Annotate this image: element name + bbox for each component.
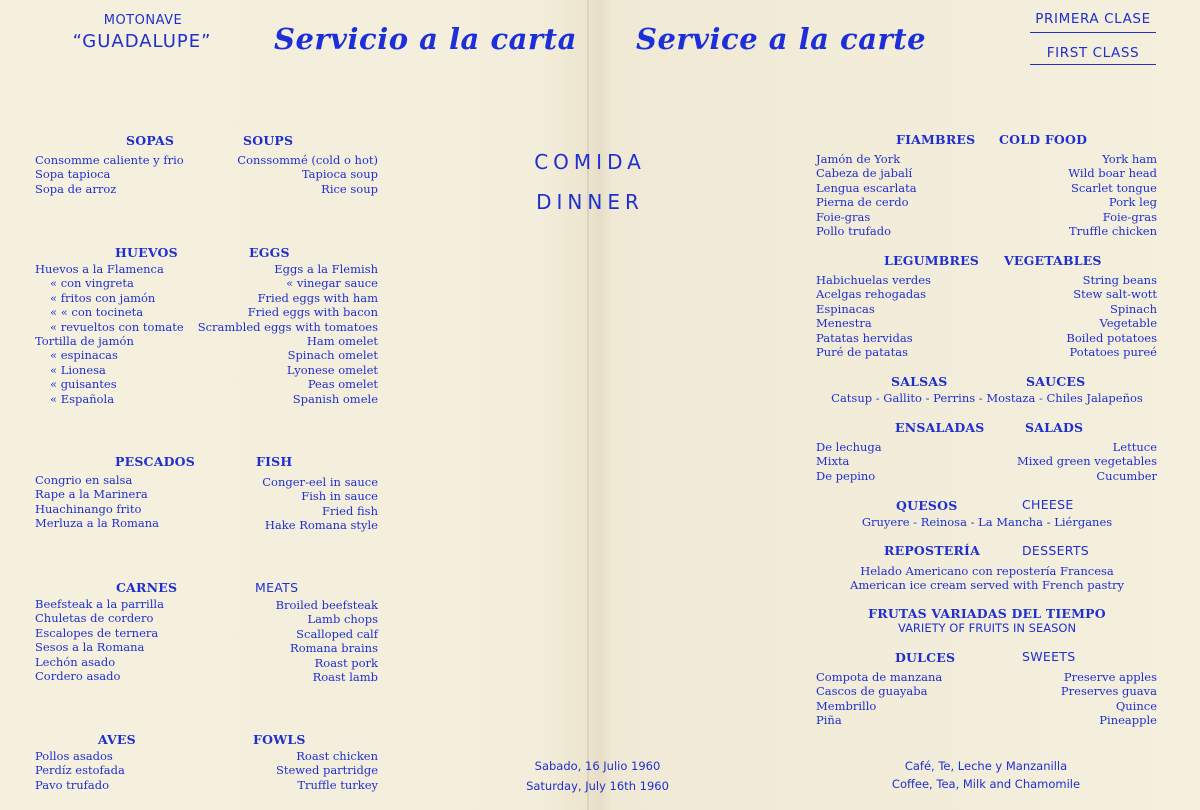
list-item: « guisantes bbox=[50, 377, 117, 392]
list-soups bbox=[200, 153, 378, 196]
list-item: Romana brains bbox=[290, 641, 378, 656]
list-item: Tapioca soup bbox=[301, 167, 378, 182]
list-item: « Lionesa bbox=[50, 362, 106, 377]
list-dulces bbox=[816, 670, 942, 728]
list-item: Compota de manzana bbox=[816, 670, 943, 684]
section-title-cold-food: COLD FOOD bbox=[999, 132, 1088, 147]
list-item: Beefsteak a la parrilla bbox=[35, 597, 164, 611]
list-item: De pepino bbox=[816, 468, 876, 483]
list-item: Consomme caliente y frio bbox=[35, 153, 184, 167]
list-item: Peas omelet bbox=[307, 377, 378, 392]
list-item: Scalloped calf bbox=[296, 626, 378, 641]
section-title-fruits: VARIETY OF FRUITS IN SEASON bbox=[897, 621, 1077, 635]
list-item: Pollo trufado bbox=[816, 224, 892, 239]
section-title-frutas: FRUTAS VARIADAS DEL TIEMPO bbox=[868, 606, 1106, 621]
list-item: « fritos con jamón bbox=[50, 290, 156, 305]
section-title-sauces: SAUCES bbox=[1026, 374, 1086, 389]
meal-spanish: COMIDA bbox=[534, 150, 646, 174]
list-item: Pierna de cerdo bbox=[816, 195, 909, 210]
list-fowls bbox=[200, 749, 378, 792]
list-item: Spanish omele bbox=[292, 391, 378, 406]
section-title-desserts: DESSERTS bbox=[1022, 543, 1090, 558]
list-item: Lyonese omelet bbox=[286, 362, 378, 377]
list-fiambres bbox=[816, 152, 917, 238]
list-item: Cascos de guayaba bbox=[816, 684, 928, 699]
list-item: Patatas hervidas bbox=[816, 330, 913, 345]
list-item: Hake Romana style bbox=[264, 518, 378, 533]
list-item: Jamón de York bbox=[816, 152, 901, 166]
sauces-line: Catsup - Gallito - Perrins - Mostaza - Chiles Jalapeños bbox=[831, 391, 1143, 405]
list-item: Lechón asado bbox=[35, 654, 116, 669]
list-item: Cucumber bbox=[1096, 468, 1157, 483]
list-item: Tortilla de jamón bbox=[35, 334, 134, 349]
list-huevos bbox=[35, 262, 184, 406]
list-item: Roast lamb bbox=[312, 670, 378, 685]
section-title-sweets: SWEETS bbox=[1022, 649, 1076, 664]
list-item: « espinacas bbox=[50, 348, 118, 363]
list-item: Huevos a la Flamenca bbox=[35, 262, 164, 276]
list-item: Roast chicken bbox=[296, 749, 378, 763]
list-item: Pineapple bbox=[1099, 713, 1157, 728]
list-item: Lengua escarlata bbox=[816, 180, 917, 195]
list-item: Conger-eel in sauce bbox=[262, 475, 378, 489]
section-title-fowls: FOWLS bbox=[253, 732, 306, 747]
list-item: Stew salt-wott bbox=[1073, 287, 1157, 302]
list-item: Membrillo bbox=[816, 698, 877, 713]
section-title-meats: MEATS bbox=[255, 580, 299, 595]
list-vegetables bbox=[977, 273, 1157, 359]
list-item: Congrio en salsa bbox=[35, 473, 133, 487]
section-title-legumbres: LEGUMBRES bbox=[884, 253, 980, 268]
section-title-sopas: SOPAS bbox=[126, 133, 175, 148]
list-item: Merluza a la Romana bbox=[35, 516, 160, 531]
list-item: « « con tocineta bbox=[50, 305, 144, 320]
desserts-line-english: American ice cream served with French pastry bbox=[850, 578, 1124, 592]
section-title-reposteria: REPOSTERÍA bbox=[884, 543, 980, 558]
list-item: Rape a la Marinera bbox=[35, 487, 148, 502]
list-item: Eggs a la Flemish bbox=[274, 262, 378, 276]
coffee-line-spanish: Café, Te, Leche y Manzanilla bbox=[904, 759, 1068, 773]
list-item: Huachinango frito bbox=[35, 501, 142, 516]
list-meats bbox=[200, 598, 378, 684]
title-spanish: Servicio a la carta bbox=[274, 22, 577, 56]
list-legumbres bbox=[816, 273, 931, 359]
list-item: Stewed partridge bbox=[275, 763, 378, 778]
section-title-soups: SOUPS bbox=[243, 133, 294, 148]
center-fold bbox=[587, 0, 589, 810]
section-title-carnes: CARNES bbox=[116, 580, 178, 595]
list-cold-food bbox=[977, 152, 1157, 238]
list-item: Scarlet tongue bbox=[1071, 180, 1157, 195]
list-item: Espinacas bbox=[816, 301, 875, 316]
list-pescados bbox=[35, 473, 159, 531]
list-item: Roast pork bbox=[314, 655, 378, 670]
list-item: Truffle chicken bbox=[1068, 224, 1157, 239]
list-fish bbox=[200, 475, 378, 533]
list-aves bbox=[35, 749, 125, 792]
list-item: Foie-gras bbox=[816, 209, 871, 224]
title-english: Service a la carte bbox=[636, 22, 927, 56]
list-sopas bbox=[35, 153, 184, 196]
date-english: Saturday, July 16th 1960 bbox=[526, 779, 669, 793]
list-carnes bbox=[35, 597, 164, 683]
list-item: Pollos asados bbox=[35, 749, 113, 763]
list-item: Fried eggs with ham bbox=[257, 290, 378, 305]
list-item: « revueltos con tomate bbox=[50, 319, 184, 334]
class-rule-1 bbox=[1030, 32, 1156, 33]
list-item: Chuletas de cordero bbox=[35, 611, 154, 626]
section-title-fish: FISH bbox=[256, 454, 293, 469]
list-item: Acelgas rehogadas bbox=[816, 287, 926, 302]
list-item: Puré de patatas bbox=[816, 345, 908, 360]
list-item: Menestra bbox=[816, 316, 872, 331]
list-item: Ham omelet bbox=[306, 334, 378, 349]
list-item: Conssommé (cold o hot) bbox=[237, 153, 378, 167]
list-item: « con vingreta bbox=[50, 276, 134, 291]
list-item: Pork leg bbox=[1108, 195, 1157, 210]
list-item: Escalopes de ternera bbox=[35, 625, 159, 640]
section-title-huevos: HUEVOS bbox=[115, 245, 178, 260]
list-item: Quince bbox=[1115, 698, 1157, 713]
list-item: « Española bbox=[50, 391, 115, 406]
list-item: Lettuce bbox=[1112, 440, 1157, 454]
section-title-salads: SALADS bbox=[1025, 420, 1084, 435]
ship-name-line1: MOTONAVE bbox=[103, 13, 183, 28]
section-title-dulces: DULCES bbox=[895, 650, 956, 665]
list-item: Fried fish bbox=[322, 503, 378, 518]
ship-name-line2: “GUADALUPE” bbox=[72, 31, 212, 52]
list-item: Potatoes pureé bbox=[1069, 345, 1157, 360]
section-title-aves: AVES bbox=[98, 732, 136, 747]
list-ensaladas bbox=[816, 440, 882, 483]
section-title-eggs: EGGS bbox=[249, 245, 290, 260]
section-title-cheese: CHEESE bbox=[1022, 497, 1074, 512]
list-item: York ham bbox=[1102, 152, 1157, 166]
list-item: Pavo trufado bbox=[35, 777, 110, 792]
list-item: Sopa de arroz bbox=[35, 181, 117, 196]
section-title-vegetables: VEGETABLES bbox=[1004, 253, 1102, 268]
section-title-salsas: SALSAS bbox=[891, 374, 948, 389]
list-item: Rice soup bbox=[321, 181, 378, 196]
list-item: Lamb chops bbox=[307, 612, 378, 627]
list-item: Spinach bbox=[1109, 301, 1157, 316]
list-item: Preserve apples bbox=[1063, 670, 1157, 684]
class-spanish: PRIMERA CLASE bbox=[1035, 11, 1151, 27]
section-title-fiambres: FIAMBRES bbox=[896, 132, 976, 147]
list-item: Cordero asado bbox=[35, 669, 121, 684]
section-title-quesos: QUESOS bbox=[896, 498, 958, 513]
list-item: String beans bbox=[1082, 273, 1157, 287]
list-item: « vinegar sauce bbox=[286, 276, 378, 291]
list-item: Fried eggs with bacon bbox=[247, 305, 378, 320]
section-title-pescados: PESCADOS bbox=[115, 454, 195, 469]
list-salads bbox=[977, 440, 1157, 483]
list-item: Wild boar head bbox=[1068, 166, 1157, 181]
list-item: Boiled potatoes bbox=[1066, 330, 1157, 345]
list-item: Fish in sauce bbox=[301, 489, 378, 504]
list-item: Cabeza de jabalí bbox=[816, 166, 913, 181]
list-item: Vegetable bbox=[1099, 316, 1157, 331]
list-sweets bbox=[977, 670, 1157, 728]
desserts-line-spanish: Helado Americano con repostería Francesa bbox=[860, 564, 1114, 578]
coffee-line-english: Coffee, Tea, Milk and Chamomile bbox=[891, 777, 1081, 791]
list-item: Sesos a la Romana bbox=[35, 640, 145, 655]
list-item: Preserves guava bbox=[1060, 684, 1157, 699]
list-item: Perdíz estofada bbox=[35, 763, 125, 778]
list-item: De lechuga bbox=[816, 440, 882, 454]
list-item: Foie-gras bbox=[1102, 209, 1157, 224]
list-item: Mixed green vegetables bbox=[1017, 454, 1157, 469]
list-item: Scrambled eggs with tomatoes bbox=[197, 319, 378, 334]
list-item: Truffle turkey bbox=[297, 777, 378, 792]
list-item: Sopa tapioca bbox=[35, 167, 111, 182]
list-item: Habichuelas verdes bbox=[816, 273, 931, 287]
section-title-ensaladas: ENSALADAS bbox=[895, 420, 985, 435]
class-rule-2 bbox=[1030, 64, 1156, 65]
cheese-line: Gruyere - Reinosa - La Mancha - Liérganes bbox=[861, 515, 1113, 529]
list-item: Spinach omelet bbox=[287, 348, 378, 363]
class-english: FIRST CLASS bbox=[1046, 45, 1140, 61]
list-item: Mixta bbox=[816, 454, 850, 469]
list-eggs bbox=[190, 262, 378, 406]
list-item: Piña bbox=[816, 713, 842, 728]
date-spanish: Sabado, 16 Julio 1960 bbox=[534, 759, 661, 773]
list-item: Broiled beefsteak bbox=[275, 598, 378, 612]
meal-english: DINNER bbox=[536, 190, 644, 214]
